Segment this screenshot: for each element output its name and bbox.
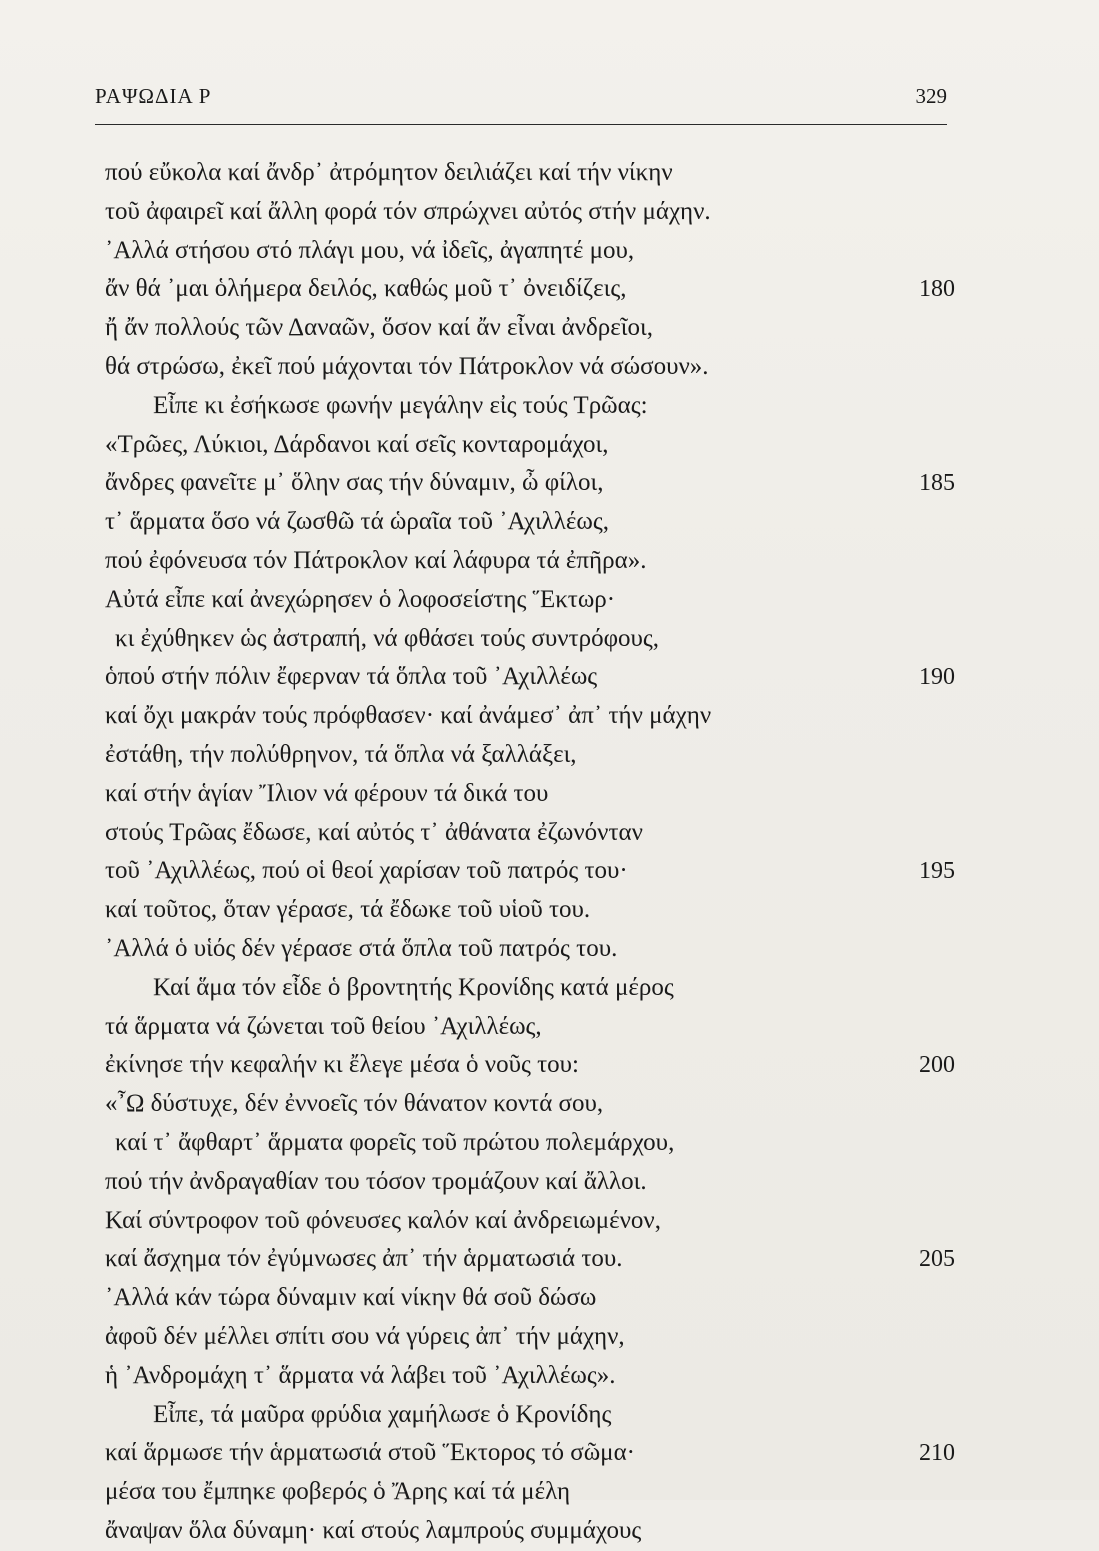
verse-text: ᾽Αλλά ὁ υἱός δέν γέρασε στά ὅπλα τοῦ πατρός του. bbox=[105, 934, 618, 962]
verse-text: καί τ᾽ ἄφθαρτ᾽ ἅρματα φορεῖς τοῦ πρώτου πολεμάρχου, bbox=[115, 1128, 675, 1156]
verse-line bbox=[105, 581, 955, 620]
line-number: 190 bbox=[919, 664, 955, 691]
verse-line bbox=[105, 309, 955, 348]
verse-line bbox=[105, 775, 955, 814]
verse-text: ἡ ᾽Ανδρομάχη τ᾽ ἅρματα νά λάβει τοῦ ᾽Αχιλλέως». bbox=[105, 1361, 616, 1389]
verse-line bbox=[105, 542, 955, 581]
line-number: 180 bbox=[919, 276, 955, 303]
verse-line bbox=[105, 154, 955, 193]
verse-text: τοῦ ᾽Αχιλλέως, πού οἱ θεοί χαρίσαν τοῦ πατρός του· bbox=[105, 857, 628, 885]
line-number: 205 bbox=[919, 1246, 955, 1273]
verse-line bbox=[105, 852, 955, 891]
verse-text: καί ὄχι μακράν τούς πρόφθασεν· καί ἀνάμεσ᾽ ἀπ᾽ τήν μάχην bbox=[105, 702, 712, 730]
verse-text: ὁπού στήν πόλιν ἔφερναν τά ὅπλα τοῦ ᾽Αχιλλέως bbox=[105, 663, 598, 691]
verse-line bbox=[105, 1473, 955, 1512]
verse-text: ἐκίνησε τήν κεφαλήν κι ἔλεγε μέσα ὁ νοῦς του: bbox=[105, 1051, 579, 1079]
verse-line bbox=[105, 814, 955, 853]
page-number: 329 bbox=[915, 84, 947, 108]
verse-line bbox=[105, 1279, 955, 1318]
verse-text: Καί ἅμα τόν εἶδε ὁ βροντητής Κρονίδης κατά μέρος bbox=[153, 973, 674, 1001]
verse-text: τά ἅρματα νά ζώνεται τοῦ θείου ᾽Αχιλλέως, bbox=[105, 1012, 542, 1040]
verse-line bbox=[105, 387, 955, 426]
verse-line bbox=[105, 1008, 955, 1047]
line-number: 185 bbox=[919, 470, 955, 497]
verse-text: καί στήν ἁγίαν Ἴλιον νά φέρουν τά δικά του bbox=[105, 779, 549, 807]
verse-line bbox=[105, 232, 955, 271]
line-number: 200 bbox=[919, 1052, 955, 1079]
verse-text: πού τήν ἀνδραγαθίαν του τόσον τρομάζουν καί ἄλλοι. bbox=[105, 1167, 647, 1195]
line-number: 195 bbox=[919, 858, 955, 885]
verse-text: Αὐτά εἶπε καί ἀνεχώρησεν ὁ λοφοσείστης Ἕκτωρ· bbox=[105, 585, 616, 613]
verse-line bbox=[105, 1046, 955, 1085]
verse-text: θά στρώσω, ἐκεῖ πού μάχονται τόν Πάτροκλον νά σώσουν». bbox=[105, 352, 709, 380]
line-number: 210 bbox=[919, 1440, 955, 1467]
verse-line bbox=[105, 658, 955, 697]
verse-text: τοῦ ἀφαιρεῖ καί ἄλλη φορά τόν σπρώχνει αὐτός στήν μάχην. bbox=[105, 197, 711, 225]
verse-line bbox=[105, 1163, 955, 1202]
verse-text: στούς Τρῶας ἔδωσε, καί αὐτός τ᾽ ἀθάνατα ἐζωνόνταν bbox=[105, 818, 643, 846]
verse-line bbox=[105, 1240, 955, 1279]
verse-text: ἄν θά ᾽μαι ὁλήμερα δειλός, καθώς μοῦ τ᾽ ὀνειδίζεις, bbox=[105, 275, 627, 303]
verse-text: Καί σύντροφον τοῦ φόνευσες καλόν καί ἀνδρειωμένον, bbox=[105, 1206, 661, 1234]
verse-text: καί ἄσχημα τόν ἐγύμνωσες ἀπ᾽ τήν ἁρματωσιά του. bbox=[105, 1245, 623, 1273]
verse-line bbox=[105, 193, 955, 232]
chapter-title: ΡΑΨΩΔΙΑ Ρ bbox=[95, 84, 212, 108]
running-header bbox=[95, 84, 947, 118]
verse-text: ἄνδρες φανεῖτε μ᾽ ὅλην σας τήν δύναμιν, ὦ φίλοι, bbox=[105, 469, 604, 497]
verse-text: «Τρῶες, Λύκιοι, Δάρδανοι καί σεῖς κονταρομάχοι, bbox=[105, 430, 609, 458]
verse-text: καί ἅρμωσε τήν ἁρματωσιά στοῦ Ἕκτορος τό σῶμα· bbox=[105, 1439, 635, 1467]
verse-text-block bbox=[105, 154, 955, 1551]
verse-text: ᾽Αλλά στήσου στό πλάγι μου, νά ἰδεῖς, ἀγαπητέ μου, bbox=[105, 236, 635, 264]
verse-text: «῏Ω δύστυχε, δέν ἐννοεῖς τόν θάνατον κοντά σου, bbox=[105, 1090, 604, 1118]
verse-line bbox=[105, 736, 955, 775]
verse-text: ᾽Αλλά κάν τώρα δύναμιν καί νίκην θά σοῦ δώσω bbox=[105, 1284, 597, 1312]
verse-line bbox=[105, 969, 955, 1008]
verse-line bbox=[105, 1396, 955, 1435]
verse-line bbox=[105, 930, 955, 969]
verse-text: μέσα του ἔμπηκε φοβερός ὁ Ἄρης καί τά μέλη bbox=[105, 1478, 571, 1506]
verse-line bbox=[105, 1357, 955, 1396]
verse-text: ἄναψαν ὅλα δύναμη· καί στούς λαμπρούς συμμάχους bbox=[105, 1516, 642, 1544]
verse-line bbox=[105, 1512, 955, 1551]
verse-line bbox=[105, 620, 955, 659]
verse-text: πού εὔκολα καί ἄνδρ᾽ ἀτρόμητον δειλιάζει καί τήν νίκην bbox=[105, 159, 673, 186]
verse-line bbox=[105, 891, 955, 930]
verse-text: Εἶπε, τά μαῦρα φρύδια χαμήλωσε ὁ Κρονίδης bbox=[153, 1400, 612, 1428]
verse-text: κι ἐχύθηκεν ὡς ἀστραπή, νά φθάσει τούς συντρόφους, bbox=[115, 624, 660, 652]
verse-line bbox=[105, 503, 955, 542]
verse-text: ἐστάθη, τήν πολύθρηνον, τά ὅπλα νά ξαλλάξει, bbox=[105, 740, 577, 768]
verse-line bbox=[105, 1202, 955, 1241]
verse-line bbox=[105, 1434, 955, 1473]
verse-text: ἀφοῦ δέν μέλλει σπίτι σου νά γύρεις ἀπ᾽ τήν μάχην, bbox=[105, 1322, 625, 1350]
verse-text: πού ἐφόνευσα τόν Πάτροκλον καί λάφυρα τά ἐπῆρα». bbox=[105, 546, 647, 574]
verse-line bbox=[105, 348, 955, 387]
verse-line bbox=[105, 697, 955, 736]
verse-text: καί τοῦτος, ὅταν γέρασε, τά ἔδωκε τοῦ υἱοῦ του. bbox=[105, 896, 591, 924]
verse-text: τ᾽ ἅρματα ὅσο νά ζωσθῶ τά ὡραῖα τοῦ ᾽Αχιλλέως, bbox=[105, 508, 610, 536]
verse-line bbox=[105, 1085, 955, 1124]
verse-line bbox=[105, 270, 955, 309]
verse-line bbox=[105, 1318, 955, 1357]
verse-line bbox=[105, 1124, 955, 1163]
verse-line bbox=[105, 464, 955, 503]
verse-line bbox=[105, 426, 955, 465]
verse-text: Εἶπε κι ἐσήκωσε φωνήν μεγάλην εἰς τούς Τρῶας: bbox=[153, 391, 648, 419]
verse-text: ἤ ἄν πολλούς τῶν Δαναῶν, ὅσον καί ἄν εἶναι ἀνδρεῖοι, bbox=[105, 314, 653, 342]
header-rule bbox=[95, 124, 947, 125]
